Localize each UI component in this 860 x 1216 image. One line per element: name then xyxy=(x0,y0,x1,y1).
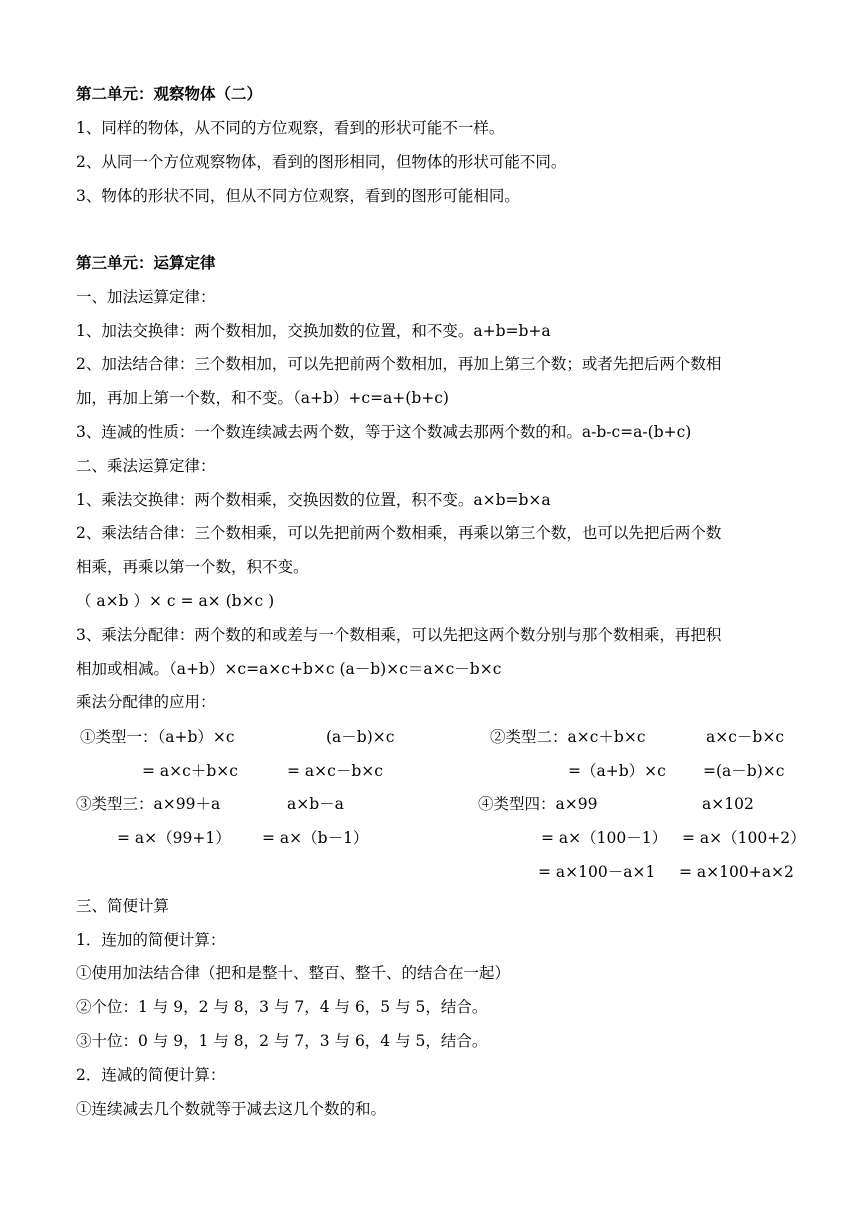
multiplication-associative-line1: 2、乘法结合律：三个数相乘，可以先把前两个数相乘，再乘以第三个数，也可以先把后两个数 xyxy=(76,524,722,542)
consecutive-addition-title: 1．连加的简便计算： xyxy=(76,931,226,949)
addition-associative-line2: 加，再加上第一个数，和不变。（a+b）+c=a+(b+c) xyxy=(76,389,449,407)
simplified-heading: 三、简便计算 xyxy=(76,897,170,915)
type1-label: ①类型一：（a+b）×c xyxy=(80,728,235,746)
unit2-point-3: 3、物体的形状不同，但从不同方位观察，看到的图形可能相同。 xyxy=(76,187,520,205)
tens-digit-pairs: ③十位：0 与 9，1 与 8，2 与 7，3 与 6，4 与 5，结合。 xyxy=(76,1032,488,1050)
type4-result-2: = a×（100+2） xyxy=(682,829,806,847)
type2-result-2: =(a－b)×c xyxy=(703,762,785,780)
type1-result-1: = a×c＋b×c xyxy=(142,762,238,780)
unit3-title: 第三单元：运算定律 xyxy=(76,254,216,272)
unit2-point-1: 1、同样的物体，从不同的方位观察，看到的形状可能不一样。 xyxy=(76,119,505,137)
consecutive-subtraction-title: 2．连减的简便计算： xyxy=(76,1066,226,1084)
type1-result-2: = a×c－b×c xyxy=(287,762,383,780)
type3-result-1: = a×（99+1） xyxy=(117,829,231,847)
type1-alt: (a－b)×c xyxy=(326,728,395,746)
unit2-title: 第二单元：观察物体（二） xyxy=(76,85,263,103)
type4-result-3: = a×100－a×1 xyxy=(538,863,656,881)
addition-heading: 一、加法运算定律： xyxy=(76,288,216,306)
distributive-line1: 3、乘法分配律：两个数的和或差与一个数相乘，可以先把这两个数分别与那个数相乘，再把积 xyxy=(76,626,722,644)
type4-result-1: = a×（100－1） xyxy=(541,829,668,847)
type2-alt: a×c－b×c xyxy=(706,728,784,746)
type3-alt: a×b－a xyxy=(287,795,344,813)
multiplication-heading: 二、乘法运算定律： xyxy=(76,457,216,475)
multiplication-associative-line2: 相乘，再乘以第一个数，积不变。 xyxy=(76,558,309,576)
type2-label: ②类型二：a×c＋b×c xyxy=(490,728,646,746)
type3-result-2: = a×（b－1） xyxy=(262,829,369,847)
unit2-point-2: 2、从同一个方位观察物体，看到的图形相同，但物体的形状可能不同。 xyxy=(76,153,567,171)
addition-associative-line1: 2、加法结合律：三个数相加，可以先把前两个数相加，再加上第三个数；或者先把后两个数相 xyxy=(76,355,722,373)
multiplication-commutative: 1、乘法交换律：两个数相乘，交换因数的位置，积不变。a×b=b×a xyxy=(76,491,551,509)
type4-result-4: = a×100+a×2 xyxy=(679,863,794,881)
consecutive-addition-rule: ①使用加法结合律（把和是整十、整百、整千、的结合在一起） xyxy=(76,964,511,982)
distributive-application: 乘法分配律的应用： xyxy=(76,693,216,711)
consecutive-subtraction-rule: ①连续减去几个数就等于减去这几个数的和。 xyxy=(76,1100,387,1118)
type2-result-1: =（a+b）×c xyxy=(568,762,666,780)
addition-commutative: 1、加法交换律：两个数相加，交换加数的位置，和不变。a+b=b+a xyxy=(76,322,551,340)
distributive-line2: 相加或相减。（a+b）×c=a×c+b×c (a－b)×c＝a×c－b×c xyxy=(76,660,502,678)
multiplication-associative-formula: （ a×b ）× c = a× (b×c ) xyxy=(76,592,275,610)
type3-label: ③类型三：a×99＋a xyxy=(76,795,221,813)
type4-label: ④类型四：a×99 xyxy=(478,795,598,813)
subtraction-property: 3、连减的性质：一个数连续减去两个数，等于这个数减去那两个数的和。a-b-c=a-(b+c) xyxy=(76,423,692,441)
type4-alt: a×102 xyxy=(702,795,754,813)
ones-digit-pairs: ②个位：1 与 9，2 与 8，3 与 7，4 与 6，5 与 5，结合。 xyxy=(76,998,488,1016)
